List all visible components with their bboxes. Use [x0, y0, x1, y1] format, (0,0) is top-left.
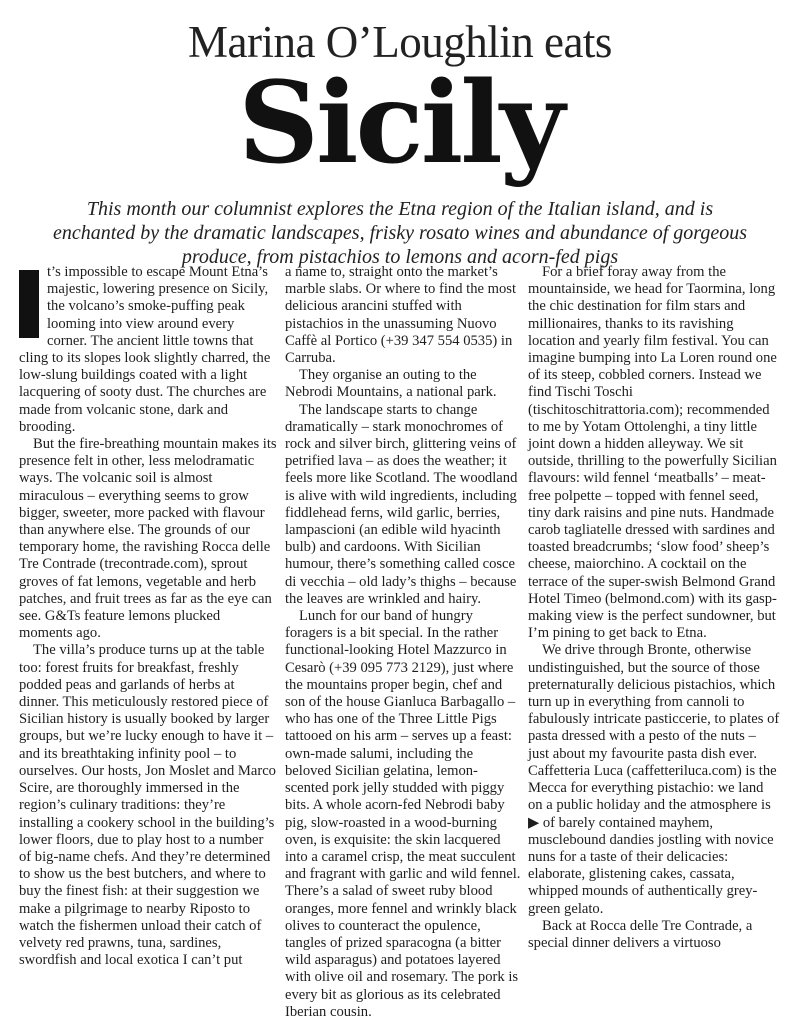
- page-title: Sicily: [238, 58, 562, 189]
- paragraph: The villa’s produce turns up at the table too: forest fruits for breakfast, freshly podded peas and garlands of herbs at dinner. This meticulously restored piece of Sicilian history is usually booked by larger groups, but we’re lucky enough to have it – and its breathtaking infinity pool – to ourselves. Our hosts, Jon Moslet and Marco Scire, are thoroughly immersed in the region’s culinary traditions: they’re installing a cookery school in the building’s lower floors, due to play host to a number of big-name chefs. And they’re determined to show us the best butchers, and where to buy the finest fish: at their suggestion we make a pilgrimage to nearby Riposto to watch the fishermen unload their catch of velvety red prawns, tuna, sardines, swordfish and local exotica I can’t put: [19, 642, 276, 969]
- column-1: [19, 264, 277, 969]
- paragraph: t’s impossible to escape Mount Etna’s majestic, lowering presence on Sicily, the volcano’s smoke-puffing peak looming into view around every corner. The ancient little towns that cling to its slopes look slightly charred, the low-slung buildings coated with a light lacquering of sooty dust. The churches are made from volcanic stone, dark and brooding.: [19, 264, 271, 435]
- paragraph: For a brief foray away from the mountainside, we head for Taormina, long the chic destination for film stars and millionaires, thanks to its ravishing location and yearly film festival. You can imagine bumping into La Loren round one of its steep, cobbled corners. Instead we find Tischi Toschi (tischitoschitrattoria.com); recommended to me by Yotam Ottolenghi, a tiny little joint down a hidden alleyway. We sit outside, thrilling to the powerfully Sicilian flavours: wild fennel ‘meatballs’ – meat-free polpette – topped with fennel seed, tiny dark raisins and pine nuts. Handmade carob tagliatelle dressed with sardines and toasted breadcrumbs; ‘slow food’ sheep’s cheese, maiorchino. A cocktail on the terrace of the super-swish Belmond Grand Hotel Timeo (belmond.com) with its gasp-making view is the perfect sundowner, but I’m pining to get back to Etna.: [528, 264, 777, 642]
- column-3: [528, 264, 780, 952]
- paragraph: Lunch for our band of hungry foragers is a bit special. In the rather functional-looking Hotel Mazzurco in Cesarò (+39 095 773 2129), just where the mountains proper begin, chef and son of the house Gianluca Barbagallo – who has one of the Three Little Pigs tattooed on his arm – serves up a feast: own-made salumi, including the beloved Sicilian gelatina, lemon-scented pork jelly studded with piggy bits. A whole acorn-fed Nebrodi baby pig, slow-roasted in a wood-burning oven, is exquisite: the skin lacquered into a caramel crisp, the meat succulent and fragrant with garlic and wild fennel. There’s a salad of sweet ruby blood oranges, more fennel and wrinkly black olives to counteract the opulence, tangles of prized sparacogna (a bitter wild asparagus) and potatoes layered with olive oil and rosemary. The pork is every bit as glorious as its celebrated Iberian cousin.: [285, 608, 521, 1020]
- paragraph: a name to, straight onto the market’s marble slabs. Or where to find the most delicious arancini stuffed with pistachios in the unassuming Nuovo Caffè al Portico (+39 347 554 0535) in Carruba.: [285, 264, 517, 367]
- drop-cap: [19, 270, 39, 338]
- paragraph: Back at Rocca delle Tre Contrade, a special dinner delivers a virtuoso: [528, 917, 753, 951]
- paragraph: But the fire-breathing mountain makes its presence felt in other, less melodramatic ways. The volcanic soil is almost miraculous – everything seems to grow bigger, sweeter, more packed with flavour than anywhere else. The grounds of our temporary home, the ravishing Rocca delle Tre Contrade (trecontrade.com), sprout groves of fat lemons, vegetable and herb patches, and fruit trees as far as the eye can see. G&Ts feature lemons plucked moments ago.: [19, 436, 277, 642]
- paragraph: We drive through Bronte, otherwise undistinguished, but the source of those preternaturally delicious pistachios, which turn up in everything from cannoli to fabulously intricate pasticcerie, to plates of pasta dressed with a pesto of the nuts – just about my favourite pasta dish ever. Caffetteria Luca (caffetteriluca.com) is the Mecca for everything pistachio: we land on a public holiday and the atmosphere is ▶ of barely contained mayhem, musclebound dandies jostling with novice nuns for a taste of their delicacies: elaborate, glistening cakes, cassata, whipped mounds of authentically grey-green gelato.: [528, 642, 780, 917]
- standfirst: This month our columnist explores the Etna region of the Italian island, and is enchanted by the dramatic landscapes, frisky rosato wines and abundance of gorgeous produce, from pistachios to lemons and acorn-fed pigs: [53, 198, 747, 268]
- column-2: [285, 264, 521, 1021]
- paragraph: The landscape starts to change dramatically – stark monochromes of rock and silver birch, glittering veins of petrified lava – as does the weather; it feels more like Scotland. The woodland is alive with wild ingredients, including fiddlehead ferns, wild garlic, berries, lampascioni (an edible wild hyacinth bulb) and cardoons. With Sicilian humour, there’s something called cosce di vecchia – old lady’s thighs – because the leaves are wrinkled and hairy.: [285, 401, 518, 607]
- kicker: Marina O’Loughlin eats: [188, 17, 612, 67]
- paragraph: They organise an outing to the Nebrodi Mountains, a national park.: [285, 367, 497, 401]
